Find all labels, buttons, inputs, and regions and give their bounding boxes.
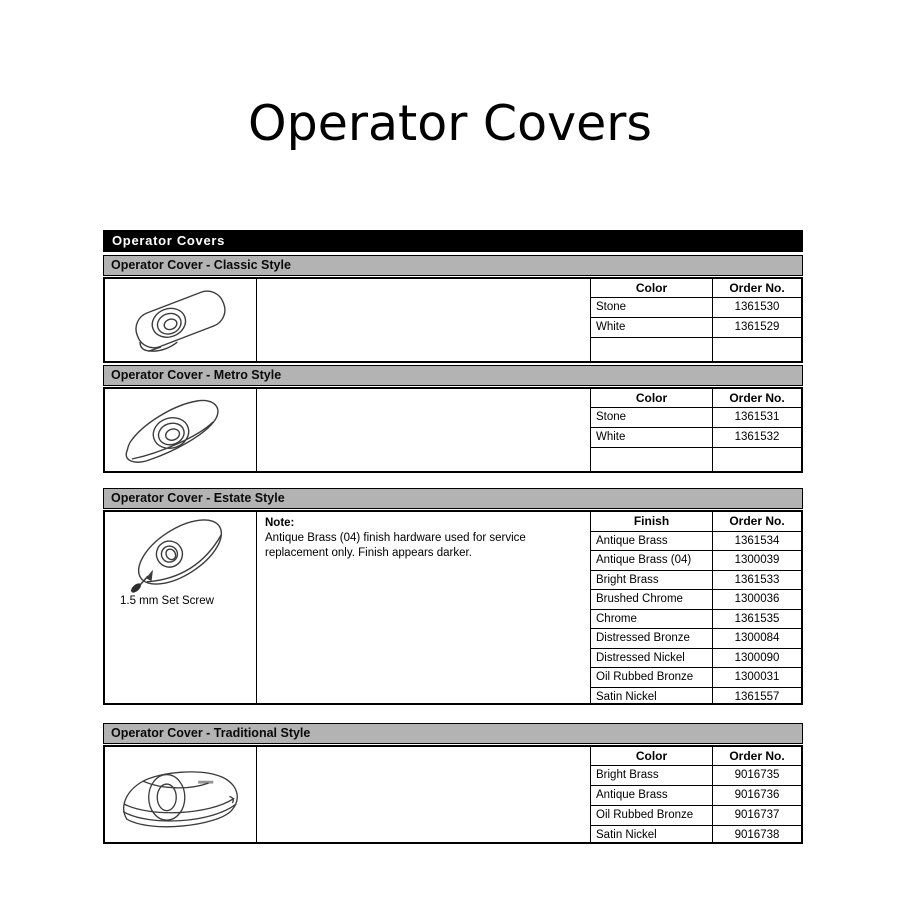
table-row <box>591 766 801 786</box>
traditional-description-cell <box>257 747 591 842</box>
table-row <box>591 532 801 552</box>
finish-cell: Brushed Chrome <box>591 590 713 609</box>
traditional-table <box>103 745 803 844</box>
table-row <box>591 806 801 826</box>
traditional-cover-illustration <box>105 747 257 842</box>
color-column-header: Color <box>591 389 713 407</box>
order-column-header: Order No. <box>729 514 785 528</box>
order-cell: 9016735 <box>734 769 780 781</box>
filler-order-cell <box>713 448 801 471</box>
catalog-header-label: Operator Covers <box>112 233 226 248</box>
estate-note-cell <box>257 512 591 703</box>
section-heading-classic: Operator Cover - Classic Style <box>103 255 803 276</box>
note-body: Antique Brass (04) finish hardware used for service replacement only. Finish appears darker. <box>265 532 526 559</box>
table-header-row <box>591 389 801 408</box>
metro-cover-drawing-icon <box>111 389 251 471</box>
order-cell: 1361530 <box>734 301 780 313</box>
table-row <box>591 571 801 591</box>
section-metro <box>103 365 803 473</box>
finish-cell: Distressed Bronze <box>591 629 713 648</box>
finish-cell: Satin Nickel <box>591 688 713 704</box>
finish-cell: Antique Brass <box>591 532 713 551</box>
table-header-row <box>591 512 801 532</box>
metro-color-table <box>591 389 801 471</box>
order-cell: 1361535 <box>734 612 780 625</box>
finish-cell: Chrome <box>591 610 713 629</box>
table-row <box>591 826 801 842</box>
filler-order-cell <box>713 338 801 361</box>
color-cell: Oil Rubbed Bronze <box>591 806 713 825</box>
section-heading-estate: Operator Cover - Estate Style <box>103 488 803 509</box>
table-row <box>591 688 801 704</box>
order-cell: 1361532 <box>734 431 780 443</box>
section-estate <box>103 488 803 705</box>
filler-color-cell <box>591 338 713 361</box>
table-row <box>591 428 801 448</box>
order-cell: 1300031 <box>734 671 780 683</box>
metro-table <box>103 387 803 473</box>
color-cell: Stone <box>591 408 713 427</box>
filler-row <box>591 448 801 471</box>
table-header-row <box>591 279 801 298</box>
estate-cover-illustration <box>105 512 257 703</box>
order-cell: 1361529 <box>734 321 780 333</box>
finish-column-header: Finish <box>591 512 713 531</box>
classic-cover-illustration <box>105 279 257 361</box>
table-row <box>591 610 801 630</box>
page-title: Operator Covers <box>248 95 652 152</box>
traditional-color-table <box>591 747 801 842</box>
table-row <box>591 649 801 669</box>
color-cell: White <box>591 318 713 337</box>
classic-table <box>103 277 803 363</box>
order-cell: 1300090 <box>734 651 780 664</box>
color-column-header: Color <box>591 747 713 765</box>
order-cell: 1361533 <box>734 573 780 586</box>
classic-cover-drawing-icon <box>116 279 246 361</box>
table-row <box>591 590 801 610</box>
filler-color-cell <box>591 448 713 471</box>
order-column-header: Order No. <box>729 281 785 295</box>
section-classic <box>103 255 803 363</box>
estate-table <box>103 510 803 705</box>
classic-color-table <box>591 279 801 361</box>
table-row <box>591 318 801 338</box>
metro-cover-illustration <box>105 389 257 471</box>
color-cell: Bright Brass <box>591 766 713 785</box>
color-cell: White <box>591 428 713 447</box>
finish-cell: Oil Rubbed Bronze <box>591 668 713 687</box>
table-row <box>591 408 801 428</box>
order-column-header: Order No. <box>729 749 785 763</box>
note-title: Note: <box>265 517 295 529</box>
table-row <box>591 668 801 688</box>
order-cell: 9016737 <box>734 809 780 821</box>
catalog-header-bar <box>103 230 803 252</box>
estate-finish-table <box>591 512 801 703</box>
metro-description-cell <box>257 389 591 471</box>
finish-cell: Bright Brass <box>591 571 713 590</box>
estate-cover-drawing-icon <box>108 512 254 594</box>
order-cell: 1361534 <box>734 534 780 547</box>
classic-description-cell <box>257 279 591 361</box>
order-cell: 9016738 <box>734 829 780 841</box>
color-cell: Satin Nickel <box>591 826 713 842</box>
order-cell: 1300036 <box>734 593 780 605</box>
order-cell: 1361557 <box>734 690 780 703</box>
order-cell: 1300039 <box>734 554 780 566</box>
order-cell: 1300084 <box>734 632 780 644</box>
table-row <box>591 551 801 571</box>
order-column-header: Order No. <box>729 391 785 405</box>
section-heading-metro: Operator Cover - Metro Style <box>103 365 803 386</box>
finish-cell: Antique Brass (04) <box>591 551 713 570</box>
table-row <box>591 629 801 649</box>
order-cell: 1361531 <box>734 411 780 423</box>
filler-row <box>591 338 801 361</box>
section-traditional <box>103 723 803 844</box>
order-cell: 9016736 <box>734 789 780 801</box>
catalog-page-block <box>103 230 803 844</box>
color-cell: Antique Brass <box>591 786 713 805</box>
section-heading-traditional: Operator Cover - Traditional Style <box>103 723 803 744</box>
table-row <box>591 298 801 318</box>
traditional-cover-drawing-icon <box>108 747 254 842</box>
color-cell: Stone <box>591 298 713 317</box>
set-screw-caption: 1.5 mm Set Screw <box>120 595 214 607</box>
table-header-row <box>591 747 801 766</box>
finish-cell: Distressed Nickel <box>591 649 713 668</box>
table-row <box>591 786 801 806</box>
color-column-header: Color <box>591 279 713 297</box>
